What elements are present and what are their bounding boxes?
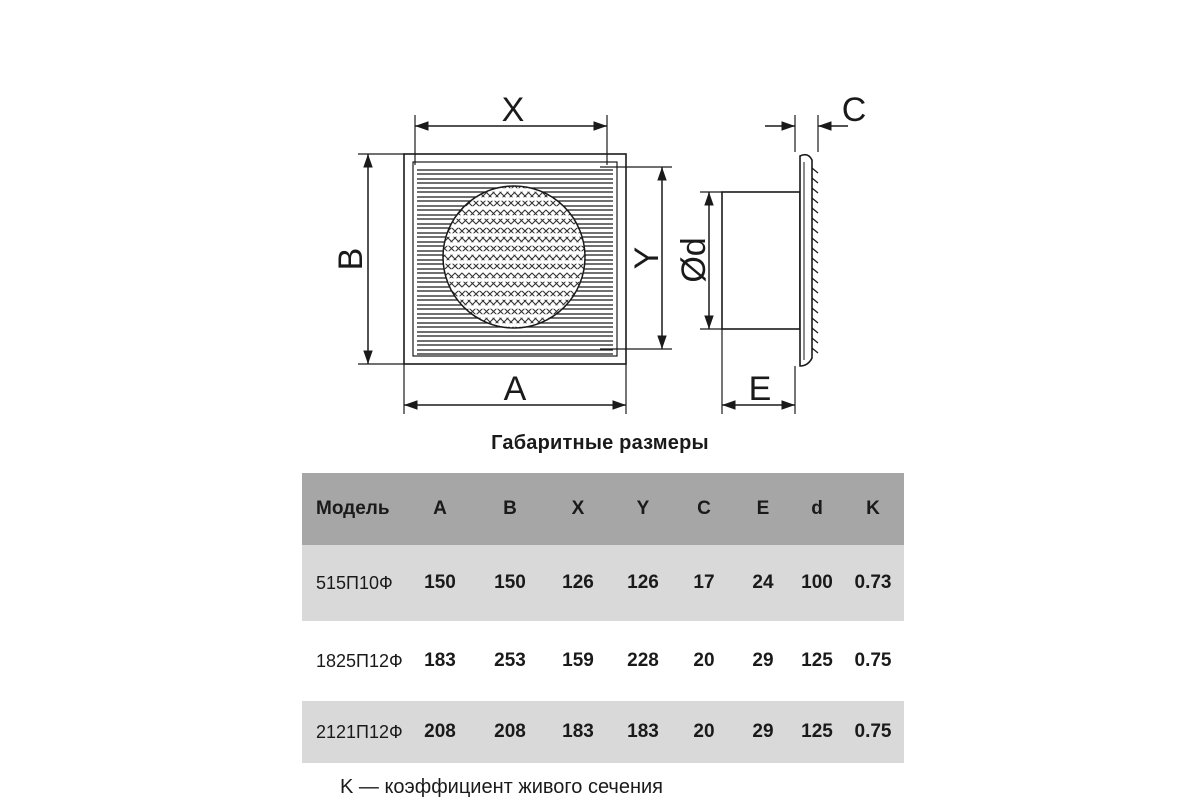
- cell-a: 183: [404, 621, 476, 701]
- cell-k: 0.75: [842, 621, 904, 701]
- cell-x: 183: [544, 701, 612, 763]
- cell-k: 0.73: [842, 545, 904, 621]
- header-d: d: [792, 473, 842, 545]
- cell-c: 17: [674, 545, 734, 621]
- cell-y: 228: [612, 621, 674, 701]
- cell-b: 150: [476, 545, 544, 621]
- cell-c: 20: [674, 621, 734, 701]
- cell-d: 125: [792, 621, 842, 701]
- footnote: K — коэффициент живого сечения: [340, 776, 664, 798]
- label-b: B: [332, 247, 370, 271]
- header-b: B: [476, 473, 544, 545]
- dimensions-table: [302, 473, 904, 763]
- label-d: Ød: [675, 237, 713, 283]
- cell-y: 183: [612, 701, 674, 763]
- table-header-row: [302, 473, 904, 545]
- front-view: [404, 154, 626, 364]
- label-e: E: [748, 370, 772, 408]
- cell-model: 2121П12Ф: [302, 701, 404, 763]
- cell-model: 1825П12Ф: [302, 621, 404, 701]
- cell-y: 126: [612, 545, 674, 621]
- cell-d: 125: [792, 701, 842, 763]
- table-row: [302, 545, 904, 621]
- header-x: X: [544, 473, 612, 545]
- cell-b: 208: [476, 701, 544, 763]
- cell-x: 126: [544, 545, 612, 621]
- cell-d: 100: [792, 545, 842, 621]
- cell-e: 24: [734, 545, 792, 621]
- header-k: K: [842, 473, 904, 545]
- cell-a: 208: [404, 701, 476, 763]
- label-a: A: [503, 370, 527, 408]
- cell-b: 253: [476, 621, 544, 701]
- header-y: Y: [612, 473, 674, 545]
- cell-x: 159: [544, 621, 612, 701]
- header-a: A: [404, 473, 476, 545]
- cell-k: 0.75: [842, 701, 904, 763]
- header-e: E: [734, 473, 792, 545]
- header-c: C: [674, 473, 734, 545]
- table-row: [302, 621, 904, 701]
- side-view: [722, 155, 818, 366]
- label-x: X: [501, 91, 525, 129]
- cell-a: 150: [404, 545, 476, 621]
- cell-e: 29: [734, 701, 792, 763]
- table-row: [302, 701, 904, 763]
- cell-model: 515П10Ф: [302, 545, 404, 621]
- header-model: Модель: [302, 473, 404, 545]
- drawing-caption: Габаритные размеры: [491, 432, 709, 454]
- label-y: Y: [628, 246, 666, 270]
- cell-e: 29: [734, 621, 792, 701]
- cell-c: 20: [674, 701, 734, 763]
- label-c: C: [841, 91, 867, 129]
